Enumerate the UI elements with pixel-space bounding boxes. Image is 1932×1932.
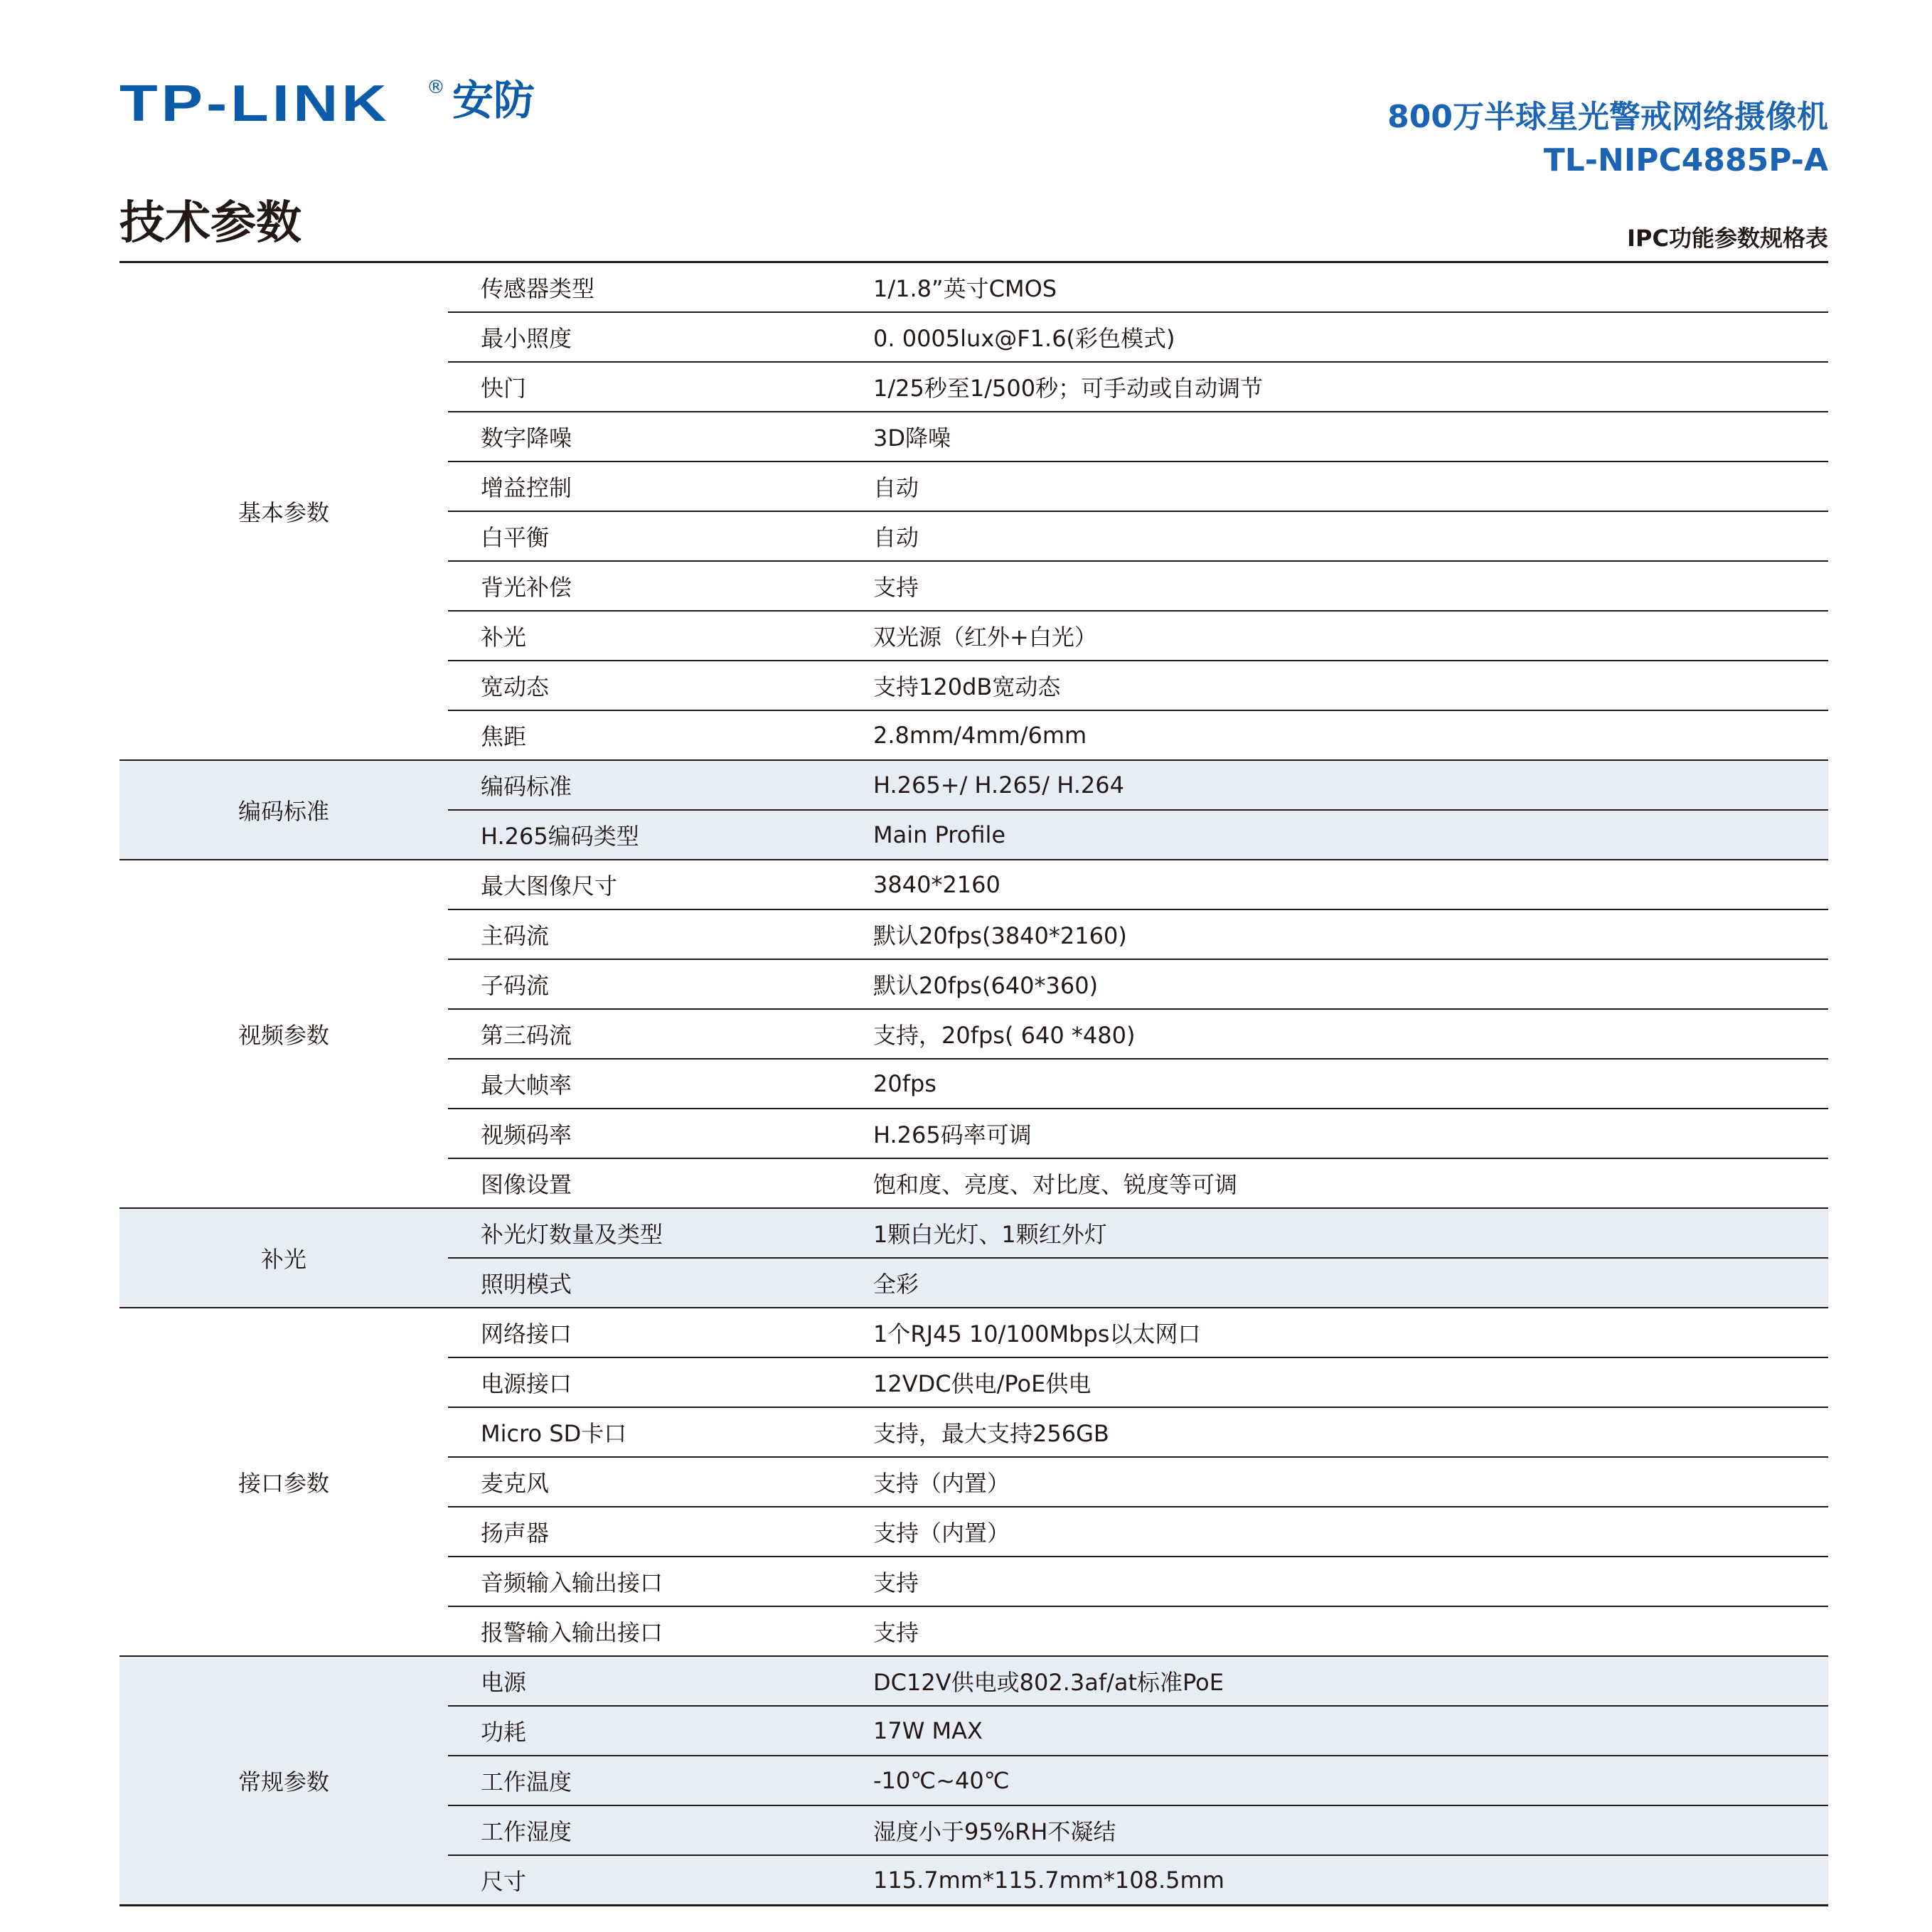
table-row (119, 860, 1828, 909)
category-cell: 补光 (119, 1208, 448, 1308)
page-subtitle: IPC功能参数规格表 (1627, 225, 1828, 252)
param-value: 全彩 (873, 1258, 1828, 1308)
param-value: 湿度小于95%RH不凝结 (873, 1805, 1828, 1855)
param-value: -10℃~40℃ (873, 1756, 1828, 1805)
category-cell: 常规参数 (119, 1656, 448, 1906)
logo-registered-mark: ® (426, 77, 445, 98)
spec-table (119, 261, 1828, 1906)
param-name: 补光 (448, 611, 873, 661)
param-value: 支持（内置） (873, 1457, 1828, 1507)
page-title: 技术参数 (119, 197, 301, 250)
param-name: 增益控制 (448, 461, 873, 511)
param-value: 支持120dB宽动态 (873, 661, 1828, 710)
param-name: 编码标准 (448, 760, 873, 810)
param-name: 最大图像尺寸 (448, 860, 873, 909)
product-model: TL-NIPC4885P-A (1543, 142, 1828, 178)
spec-group (119, 262, 1828, 761)
param-value: 1/1.8”英寸CMOS (873, 262, 1828, 313)
param-name: 主码流 (448, 909, 873, 959)
product-name: 800万半球星光警戒网络摄像机 (1387, 99, 1828, 135)
param-value: H.265+/ H.265/ H.264 (873, 760, 1828, 810)
param-value: 1/25秒至1/500秒；可手动或自动调节 (873, 362, 1828, 412)
param-name: 电源接口 (448, 1357, 873, 1407)
category-cell: 视频参数 (119, 860, 448, 1208)
param-name: 尺寸 (448, 1855, 873, 1906)
param-value: 支持 (873, 1606, 1828, 1656)
param-value: 支持，20fps( 640 *480) (873, 1009, 1828, 1059)
param-name: 扬声器 (448, 1507, 873, 1557)
param-value: 1颗白光灯、1颗红外灯 (873, 1208, 1828, 1258)
param-value: 双光源（红外+白光） (873, 611, 1828, 661)
param-name: 第三码流 (448, 1009, 873, 1059)
spec-group (119, 1656, 1828, 1906)
spec-group (119, 760, 1828, 860)
param-name: H.265编码类型 (448, 810, 873, 860)
param-name: 白平衡 (448, 511, 873, 561)
param-name: 最小照度 (448, 312, 873, 362)
param-value: 12VDC供电/PoE供电 (873, 1357, 1828, 1407)
spec-group (119, 1308, 1828, 1656)
param-value: 支持 (873, 1557, 1828, 1606)
param-value: 3840*2160 (873, 860, 1828, 909)
param-name: 报警输入输出接口 (448, 1606, 873, 1656)
table-row (119, 1208, 1828, 1258)
param-name: 数字降噪 (448, 412, 873, 461)
table-row (119, 262, 1828, 313)
param-name: 音频输入输出接口 (448, 1557, 873, 1606)
category-cell: 编码标准 (119, 760, 448, 860)
param-name: 电源 (448, 1656, 873, 1706)
param-value: Main Profile (873, 810, 1828, 860)
table-row (119, 760, 1828, 810)
category-cell: 接口参数 (119, 1308, 448, 1656)
param-value: 默认20fps(640*360) (873, 959, 1828, 1009)
param-name: 补光灯数量及类型 (448, 1208, 873, 1258)
param-value: 115.7mm*115.7mm*108.5mm (873, 1855, 1828, 1906)
param-name: 最大帧率 (448, 1059, 873, 1109)
param-name: 焦距 (448, 710, 873, 760)
param-name: 子码流 (448, 959, 873, 1009)
param-name: 视频码率 (448, 1109, 873, 1158)
spec-group (119, 860, 1828, 1208)
param-name: 宽动态 (448, 661, 873, 710)
param-value: 3D降噪 (873, 412, 1828, 461)
param-value: 默认20fps(3840*2160) (873, 909, 1828, 959)
param-name: 工作湿度 (448, 1805, 873, 1855)
param-name: 工作温度 (448, 1756, 873, 1805)
param-name: 快门 (448, 362, 873, 412)
table-row (119, 1656, 1828, 1706)
param-name: 功耗 (448, 1706, 873, 1756)
param-value: DC12V供电或802.3af/at标准PoE (873, 1656, 1828, 1706)
logo-security-label: 安防 (452, 76, 535, 124)
param-name: 照明模式 (448, 1258, 873, 1308)
spec-group (119, 1208, 1828, 1308)
param-value: 支持（内置） (873, 1507, 1828, 1557)
param-value: 20fps (873, 1059, 1828, 1109)
param-value: 饱和度、亮度、对比度、锐度等可调 (873, 1158, 1828, 1208)
param-name: 图像设置 (448, 1158, 873, 1208)
param-name: Micro SD卡口 (448, 1407, 873, 1457)
param-value: 0. 0005lux@F1.6(彩色模式) (873, 312, 1828, 362)
tp-link-logo (119, 75, 535, 132)
param-value: 支持 (873, 561, 1828, 611)
logo-wordmark: TP-LINK (119, 75, 390, 132)
category-cell: 基本参数 (119, 262, 448, 761)
table-row (119, 1308, 1828, 1357)
param-value: 2.8mm/4mm/6mm (873, 710, 1828, 760)
param-value: H.265码率可调 (873, 1109, 1828, 1158)
param-value: 支持，最大支持256GB (873, 1407, 1828, 1457)
param-name: 网络接口 (448, 1308, 873, 1357)
param-name: 传感器类型 (448, 262, 873, 313)
param-value: 1个RJ45 10/100Mbps以太网口 (873, 1308, 1828, 1357)
param-value: 自动 (873, 461, 1828, 511)
param-name: 麦克风 (448, 1457, 873, 1507)
param-name: 背光补偿 (448, 561, 873, 611)
param-value: 17W MAX (873, 1706, 1828, 1756)
param-value: 自动 (873, 511, 1828, 561)
